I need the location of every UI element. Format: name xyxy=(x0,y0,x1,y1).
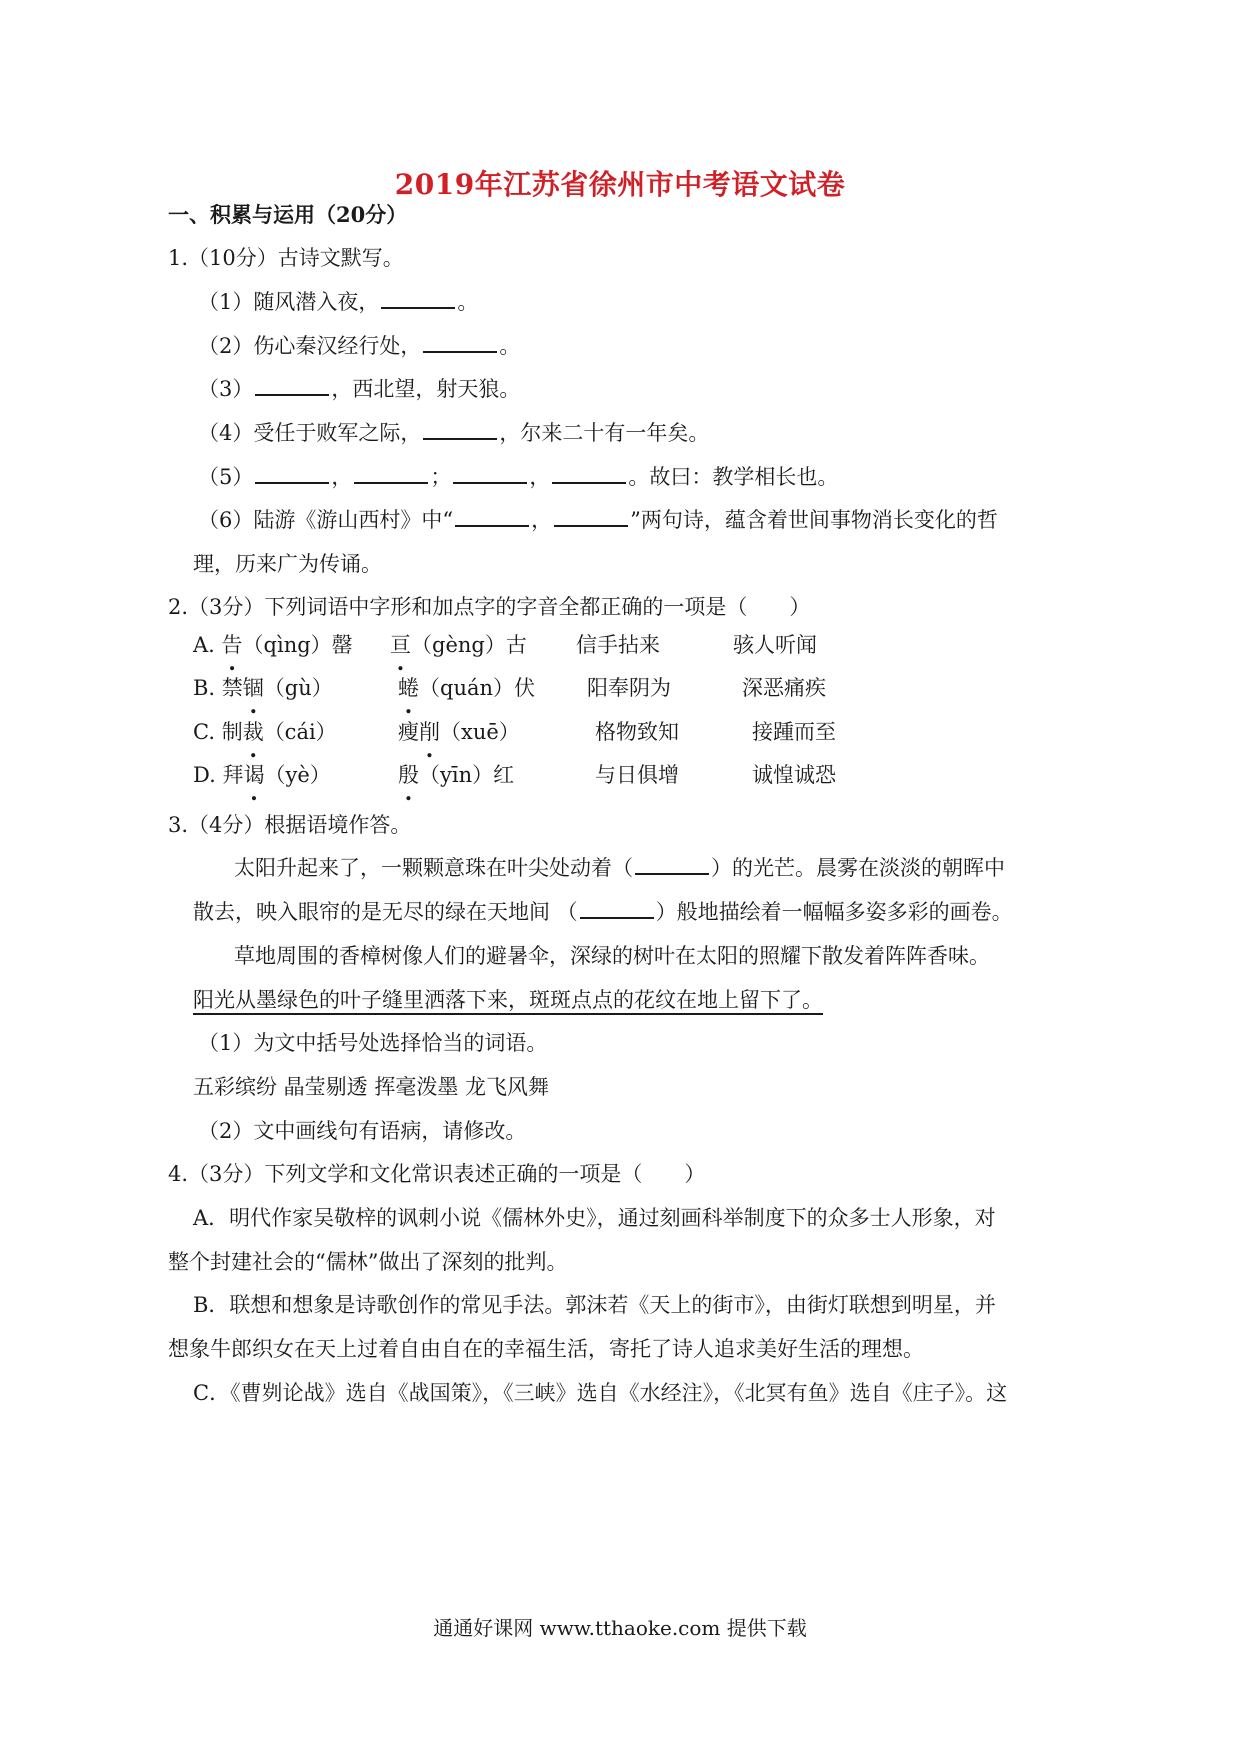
section-heading: 一、积累与运用（20分） xyxy=(168,202,408,227)
q4-option-c[interactable]: C．《曹刿论战》选自《战国策》，《三峡》选自《水经注》，《北冥有鱼》选自《庄子》。这 xyxy=(193,1381,1008,1405)
answer-blank[interactable] xyxy=(255,374,329,396)
q3-stem: 3.（4分）根据语境作答。 xyxy=(168,813,412,837)
q4-option-a-cont: 整个封建社会的“儒林”做出了深刻的批判。 xyxy=(168,1250,568,1274)
q3-sub-2: （2）文中画线句有语病，请修改。 xyxy=(198,1119,527,1143)
answer-blank[interactable] xyxy=(423,418,497,440)
q3-passage-line: 草地周围的香樟树像人们的避暑伞，深绿的树叶在太阳的照耀下散发着阵阵香味。 xyxy=(234,944,990,968)
q3-passage-line: 散去，映入眼帘的是无尽的绿在天地间 （ ）般地描绘着一幅幅多姿多彩的画卷。 xyxy=(193,897,1013,927)
q4-option-b[interactable]: B．联想和想象是诗歌创作的常见手法。郭沫若《天上的街市》，由街灯联想到明星，并 xyxy=(193,1293,996,1317)
q1-item-3: （3） ，西北望，射天狼。 xyxy=(198,374,520,404)
answer-blank[interactable] xyxy=(354,462,428,484)
document-page: 2019年江苏省徐州市中考语文试卷 一、积累与运用（20分） 1.（10分）古诗文默写。 （1）随风潜入夜， 。 （2）伤心秦汉经行处， 。 （3） ，西北望，射天狼。 （4）受任于败军之际， ，尔来二十有一年矣。 （5） ， ； ， 。故曰：教学相长也。 （6）陆游《游山西村》中“ ， ”两句诗，蕴含着世间事物消长变化的哲 理，历来广为传诵。 2.（3分）下列词语中字形和加点字的字音全都正确的一项是（ ） A. 告（qìng）罄 亘（gèng）古 信手拈来 骇人听闻 B. 禁锢（gù） 蜷（quán）伏 阳奉阴为 深恶痛疾 C. 制裁（cái） 瘦削（xuē） 格物致知 接踵而至 D. 拜谒（yè） 殷（yīn）红 与日俱增 诚惶诚恐 3.（4分）根据语境作答。 太阳升起来了，一颗颗意珠在叶尖处动着（ ）的光芒。晨雾在淡淡的朝晖中 散去，映入眼帘的是无尽的绿在天地间 （ ）般地描绘着一幅幅多姿多彩的画卷。 草地周围的香樟树像人们的避暑伞，深绿的树叶在太阳的照耀下散发着阵阵香味。 阳光从墨绿色的叶子缝里洒落下来，斑斑点点的花纹在地上留下了。 （1）为文中括号处选择恰当的词语。 五彩缤纷 晶莹剔透 挥毫泼墨 龙飞风舞 （2）文中画线句有语病，请修改。 4.（3分）下列文学和文化常识表述正确的一项是（ ） A．明代作家吴敬梓的讽刺小说《儒林外史》，通过刻画科举制度下的众多士人形象，对 整个封建社会的“儒林”做出了深刻的批判。 B．联想和想象是诗歌创作的常见手法。郭沫若《天上的街市》，由街灯联想到明星，并 想象牛郎织女在天上过着自由自在的幸福生活，寄托了诗人追求美好生活的理想。 C．《曹刿论战》选自《战国策》，《三峡》选自《水经注》，《北冥有鱼》选自《庄子》。这 通通好课网 www.tthaoke.com 提供下载 xyxy=(0,0,1240,1754)
answer-blank[interactable] xyxy=(455,505,529,527)
q2-stem: 2.（3分）下列词语中字形和加点字的字音全都正确的一项是（ ） xyxy=(168,595,811,619)
answer-blank[interactable] xyxy=(635,853,709,875)
answer-blank[interactable] xyxy=(552,462,626,484)
answer-blank[interactable] xyxy=(381,287,455,309)
q1-item-5: （5） ， ； ， 。故曰：教学相长也。 xyxy=(198,462,838,492)
q3-passage-line: 太阳升起来了，一颗颗意珠在叶尖处动着（ ）的光芒。晨雾在淡淡的朝晖中 xyxy=(234,853,1005,883)
answer-blank[interactable] xyxy=(255,462,329,484)
q1-item-1: （1）随风潜入夜， 。 xyxy=(198,287,478,317)
answer-blank[interactable] xyxy=(423,331,497,353)
answer-blank[interactable] xyxy=(580,897,654,919)
paper-title: 2019年江苏省徐州市中考语文试卷 xyxy=(394,168,846,201)
answer-blank[interactable] xyxy=(453,462,527,484)
q4-option-a[interactable]: A．明代作家吴敬梓的讽刺小说《儒林外史》，通过刻画科举制度下的众多士人形象，对 xyxy=(193,1206,996,1230)
page-footer: 通通好课网 www.tthaoke.com 提供下载 xyxy=(433,1616,807,1640)
q1-item-4: （4）受任于败军之际， ，尔来二十有一年矣。 xyxy=(198,418,709,448)
q1-item-6: （6）陆游《游山西村》中“ ， ”两句诗，蕴含着世间事物消长变化的哲 xyxy=(198,505,998,535)
answer-blank[interactable] xyxy=(554,505,628,527)
q1-item-6-continued: 理，历来广为传诵。 xyxy=(193,552,382,576)
q1-item-2: （2）伤心秦汉经行处， 。 xyxy=(198,331,520,361)
q3-underlined-sentence: 阳光从墨绿色的叶子缝里洒落下来，斑斑点点的花纹在地上留下了。 xyxy=(193,988,823,1012)
q1-stem: 1.（10分）古诗文默写。 xyxy=(168,246,404,270)
q4-option-b-cont: 想象牛郎织女在天上过着自由自在的幸福生活，寄托了诗人追求美好生活的理想。 xyxy=(168,1337,924,1361)
q3-word-choices: 五彩缤纷 晶莹剔透 挥毫泼墨 龙飞风舞 xyxy=(193,1075,550,1099)
q3-sub-1: （1）为文中括号处选择恰当的词语。 xyxy=(198,1031,548,1055)
q4-stem: 4.（3分）下列文学和文化常识表述正确的一项是（ ） xyxy=(168,1162,706,1186)
